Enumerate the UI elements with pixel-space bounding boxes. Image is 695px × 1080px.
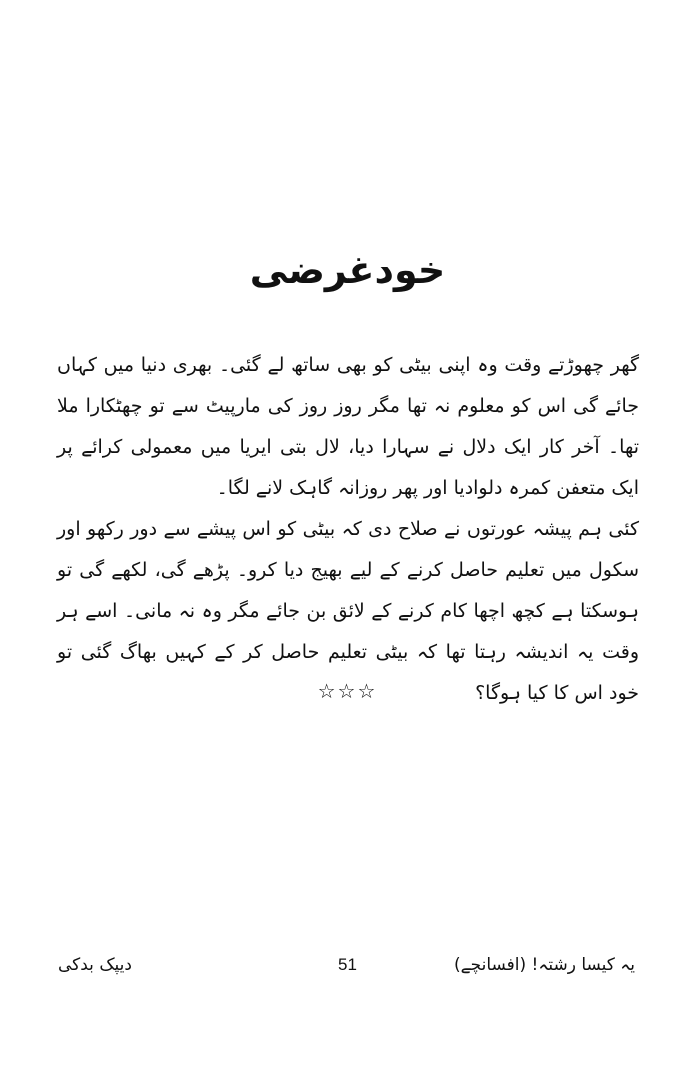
story-title: خودغرضی <box>249 248 446 292</box>
footer-author: دیپک بدکی <box>58 955 132 975</box>
paragraph-1: گھر چھوڑتے وقت وہ اپنی بیٹی کو بھی ساتھ لے گئی۔ بھری دنیا میں کہاں جائے گی اس کو معلوم نہ تھا مگر روز روز کی مارپیٹ سے تو چھٹکارا ملا تھا۔ آخر کار ایک دلال نے سہارا دیا، لال بتی ایریا میں معمولی کرائے پر ایک متعفن کمرہ دلوادیا اور پھر روزانہ گاہک لانے لگا۔ <box>57 354 639 499</box>
footer-book-title: یہ کیسا رشتہ! (افسانچے) <box>454 955 635 975</box>
paragraph-2: کئی ہم پیشہ عورتوں نے صلاح دی کہ بیٹی کو اس پیشے سے دور رکھو اور سکول میں تعلیم حاصل کرنے کے لیے بھیج دیا کرو۔ پڑھے گی، لکھے گی تو ہوسکتا ہے کچھ اچھا کام کرنے کے لائق بن جائے مگر وہ نہ مانی۔ اسے ہر وقت یہ اندیشہ رہتا تھا کہ بیٹی تعلیم حاصل کر کے کہیں بھاگ گئی تو خود اس کا کیا ہوگا؟ <box>57 518 639 704</box>
story-body <box>57 345 639 714</box>
page-footer <box>0 950 695 980</box>
page-number: 51 <box>338 955 357 974</box>
section-separator-stars: ☆☆☆ <box>317 679 378 703</box>
